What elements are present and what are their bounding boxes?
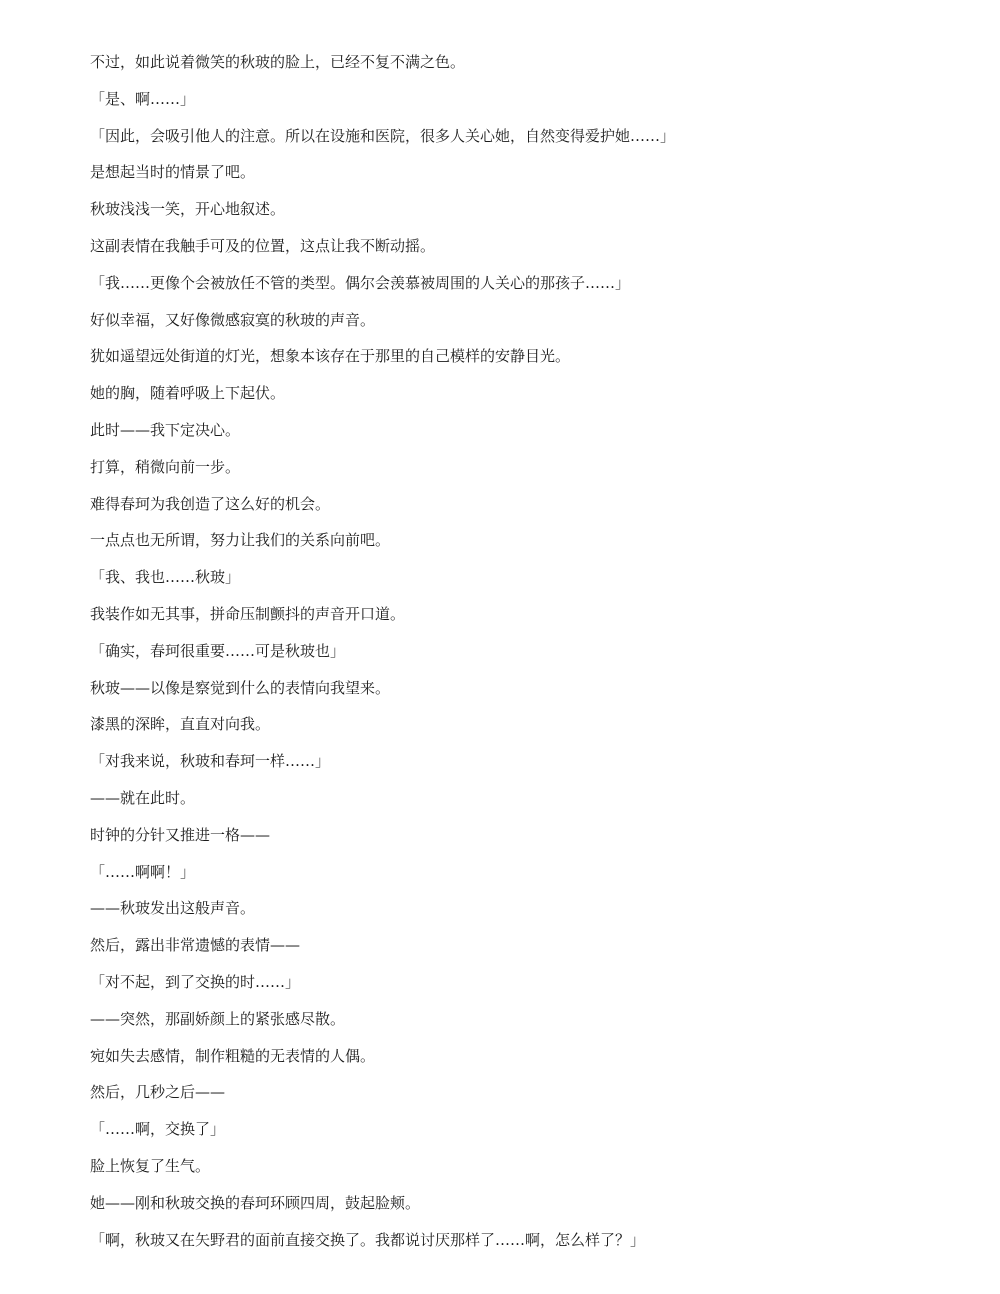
text-line: 秋玻浅浅一笑，开心地叙述。	[90, 200, 286, 219]
text-line: 「……啊，交换了」	[90, 1120, 226, 1139]
text-line: 「因此，会吸引他人的注意。所以在设施和医院，很多人关心她，自然变得爱护她……」	[90, 126, 676, 145]
text-line: 「啊，秋玻又在矢野君的面前直接交换了。我都说讨厌那样了……啊，怎么样了？」	[90, 1230, 646, 1249]
text-line: 她——刚和秋玻交换的春珂环顾四周，鼓起脸颊。	[90, 1193, 421, 1212]
text-line: 好似幸福，又好像微感寂寞的秋玻的声音。	[90, 310, 376, 329]
text-line: 是想起当时的情景了吧。	[90, 163, 256, 182]
text-line: 这副表情在我触手可及的位置，这点让我不断动摇。	[90, 236, 436, 255]
text-line: 「我、我也……秋玻」	[90, 568, 241, 587]
text-line: 难得春珂为我创造了这么好的机会。	[90, 494, 331, 513]
text-line: 此时——我下定决心。	[90, 420, 241, 439]
text-line: ——就在此时。	[90, 788, 196, 807]
text-line: 「我……更像个会被放任不管的类型。偶尔会羡慕被周围的人关心的那孩子……」	[90, 273, 631, 292]
text-line: 脸上恢复了生气。	[90, 1156, 211, 1175]
text-line: 不过，如此说着微笑的秋玻的脸上，已经不复不满之色。	[90, 53, 466, 71]
text-line: 她的胸，随着呼吸上下起伏。	[90, 384, 286, 403]
text-line: 「对不起，到了交换的时……」	[90, 972, 301, 991]
text-line: 宛如失去感情，制作粗糙的无表情的人偶。	[90, 1046, 376, 1065]
text-line: 时钟的分针又推进一格——	[90, 825, 271, 844]
text-line: 秋玻——以像是察觉到什么的表情向我望来。	[90, 678, 391, 697]
text-line: 我装作如无其事，拼命压制颤抖的声音开口道。	[90, 604, 406, 623]
text-line: 漆黑的深眸，直直对向我。	[90, 715, 271, 734]
text-body	[90, 44, 970, 1258]
text-line: 一点点也无所谓，努力让我们的关系向前吧。	[90, 531, 391, 550]
text-line: ——秋玻发出这般声音。	[90, 899, 256, 918]
text-line: 「对我来说，秋玻和春珂一样……」	[90, 752, 331, 771]
text-line: 「确实，春珂很重要……可是秋玻也」	[90, 641, 346, 660]
text-line: 「是、啊……」	[90, 89, 196, 108]
text-line: 打算，稍微向前一步。	[90, 457, 241, 476]
text-line: 然后，几秒之后——	[90, 1083, 226, 1102]
text-line: 「……啊啊！」	[90, 862, 196, 881]
text-line: 然后，露出非常遗憾的表情——	[90, 936, 301, 955]
text-line: 犹如遥望远处街道的灯光，想象本该存在于那里的自己模样的安静目光。	[90, 347, 571, 366]
text-line: ——突然，那副娇颜上的紧张感尽散。	[90, 1009, 346, 1028]
